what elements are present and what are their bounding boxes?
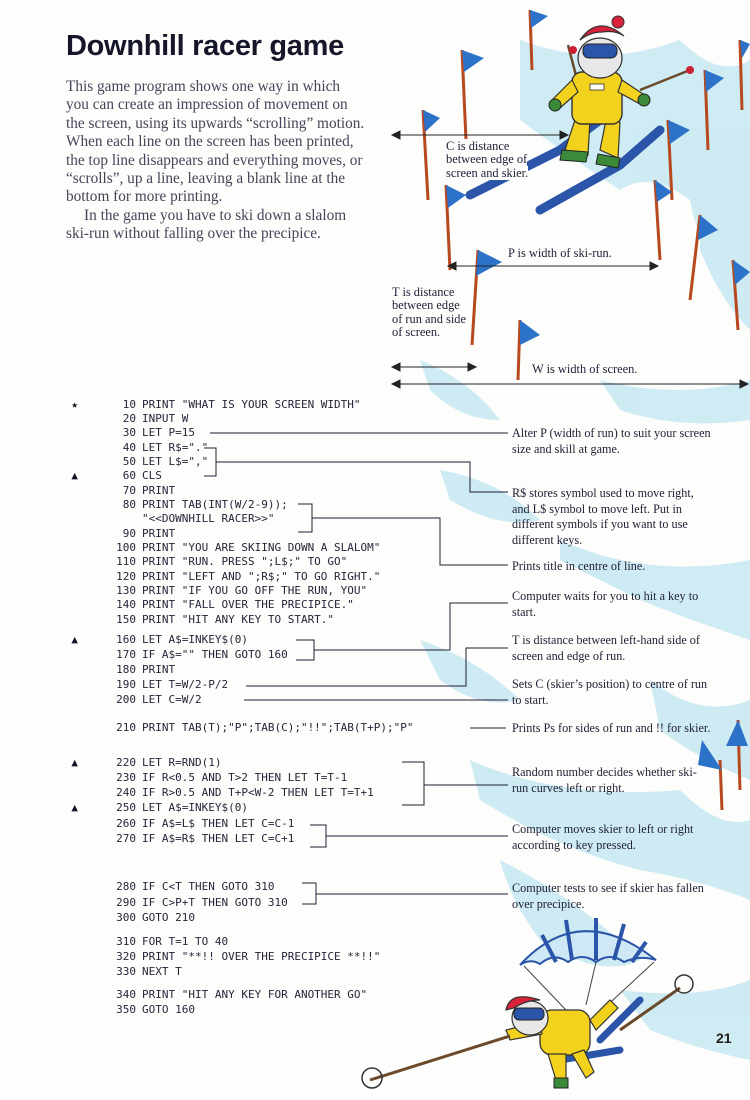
label-c-distance: C is distance between edge of screen and skier. [446,139,529,180]
code-line: 200 LET C=W/2 [116,693,202,706]
code-line: 80 PRINT TAB(INT(W/2-9)); [122,498,288,511]
annotation-r-l-symbols: R$ stores symbol used to move right, and L$ symbol to move left. Put in different symbols if you want to use different keys. [512,486,694,547]
annotation-moves-skier: Computer moves skier to left or right according to key pressed. [512,822,694,852]
code-line: 130 PRINT "IF YOU GO OFF THE RUN, YOU" [116,584,368,597]
intro-paragraph-1: This game program shows one way in which you can create an impression of movement on the screen, using its upwards “scrolling” motion. When each line on the screen has been printed, the top line disappears and everything moves, or “scrolls”, up a line, leaving a blank line at the bottom for more printing. [66,78,365,206]
marker: ▲ [71,756,78,769]
code-line: ★ 10 PRINT "WHAT IS YOUR SCREEN WIDTH" [104,398,361,412]
annotation-alter-p: Alter P (width of run) to suit your screen size and skill at game. [512,426,711,456]
code-line: 300 GOTO 210 [116,911,195,924]
marker: ▲ [71,801,78,814]
code-line: 350 GOTO 160 [116,1003,195,1016]
code-line: 90 PRINT [122,527,176,540]
code-line: 240 IF R>0.5 AND T+P<W-2 THEN LET T=T+1 [116,786,374,799]
code-line: 110 PRINT "RUN. PRESS ";L$;" TO GO" [116,555,348,568]
code-line: 290 IF C>P+T THEN GOTO 310 [116,896,288,909]
annotation-sets-c: Sets C (skier’s position) to centre of run to start. [512,677,708,707]
code-line: 150 PRINT "HIT ANY KEY TO START." [116,613,335,626]
annotation-tests-fall: Computer tests to see if skier has fallen over precipice. [512,881,704,911]
code-line: 40 LET R$="." [122,441,209,454]
code-line: 30 LET P=15 [122,426,195,439]
annotation-prints-ps: Prints Ps for sides of run and !! for skier. [512,721,711,735]
code-line: "<<DOWNHILL RACER>>" [142,512,275,525]
code-line: 270 IF A$=R$ THEN LET C=C+1 [116,832,295,845]
code-line: 310 FOR T=1 TO 40 [116,935,229,948]
code-line: 100 PRINT "YOU ARE SKIING DOWN A SLALOM" [116,541,381,554]
code-line: 180 PRINT [116,663,176,676]
code-line: 260 IF A$=L$ THEN LET C=C-1 [116,817,295,830]
code-line: 330 NEXT T [116,965,182,978]
code-line: 280 IF C<T THEN GOTO 310 [116,880,275,893]
code-line: 210 PRINT TAB(T);"P";TAB(C);"!!";TAB(T+P);"P" [116,721,414,734]
code-line: 230 IF R<0.5 AND T>2 THEN LET T=T-1 [116,771,348,784]
code-line: 170 IF A$="" THEN GOTO 160 [116,648,288,661]
code-line: ▲ 250 LET A$=INKEY$(0) [104,801,248,815]
annotation-prints-title: Prints title in centre of line. [512,559,646,573]
marker: ★ [71,398,78,411]
page-title: Downhill racer game [66,30,344,62]
label-p-width: P is width of ski-run. [508,246,612,260]
marker: ▲ [71,633,78,646]
intro-text [66,78,366,244]
label-t-distance: T is distance between edge of run and side of screen. [392,285,466,340]
code-line: 140 PRINT "FALL OVER THE PRECIPICE." [116,598,354,611]
code-line: ▲ 60 CLS [104,469,162,483]
annotation-random-number: Random number decides whether ski-run curves left or right. [512,765,697,795]
marker: ▲ [71,469,78,482]
annotation-t-distance: T is distance between left-hand side of screen and edge of run. [512,633,700,663]
annotation-waits-key: Computer waits for you to hit a key to start. [512,589,699,619]
code-line: 70 PRINT [122,484,176,497]
code-line: 340 PRINT "HIT ANY KEY FOR ANOTHER GO" [116,988,368,1001]
code-line: 20 INPUT W [122,412,189,425]
intro-paragraph-2: In the game you have to ski down a slalom ski-run without falling over the precipice. [66,206,347,243]
code-line: 120 PRINT "LEFT AND ";R$;" TO GO RIGHT." [116,570,381,583]
page-number: 21 [716,1030,732,1046]
code-line: 190 LET T=W/2-P/2 [116,678,229,691]
code-line: 320 PRINT "**!! OVER THE PRECIPICE **!!" [116,950,381,963]
code-line: 50 LET L$="," [122,455,209,468]
code-line: ▲ 220 LET R=RND(1) [104,756,221,770]
code-line: ▲ 160 LET A$=INKEY$(0) [104,633,248,647]
label-w-width: W is width of screen. [532,362,638,376]
